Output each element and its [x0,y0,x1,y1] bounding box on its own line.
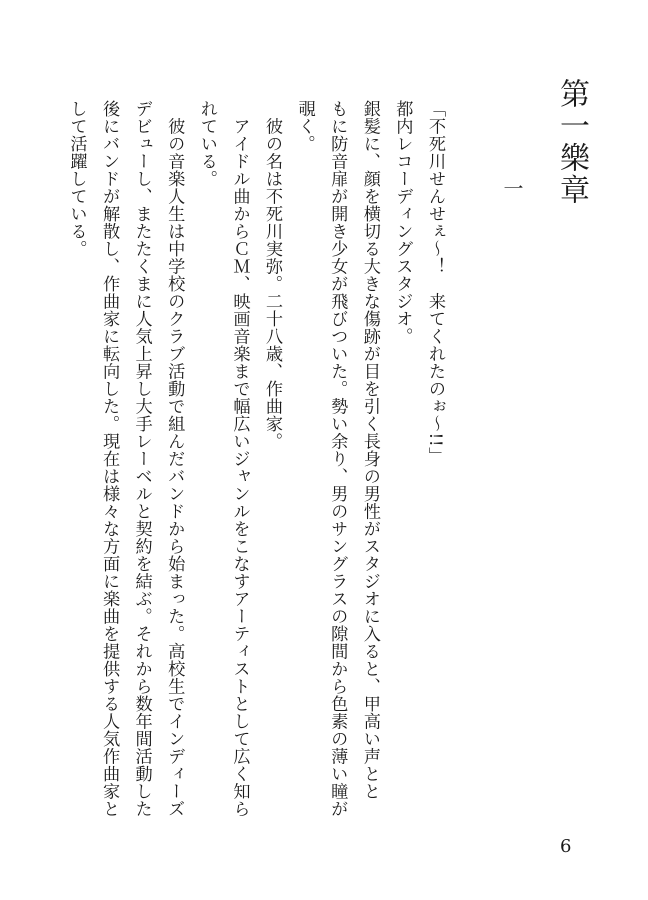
text-line: 都内レコーディングスタジオ。 [392,100,413,345]
chapter-title: 第一樂章 [554,78,589,206]
body-text [60,100,451,820]
text-line: 後にバンドが解散し、作曲家に転向した。現在は様々な方面に楽曲を提供する人気作曲家と [99,100,120,818]
text-line: 彼の名は不死川実弥。二十八歳、作曲家。 [262,100,283,450]
text-line: アイドル曲からＣＭ、映画音楽まで幅広いジャンルをこなすアーティストとして広く知ら [229,100,250,818]
text-line: もに防音扉が開き少女が飛びついた。勢い余り、男のサングラスの隙間から色素の薄い瞳が [327,100,348,818]
text-line: 銀髪に、顔を横切る大きな傷跡が目を引く長身の男性がスタジオに入ると、甲高い声とと [359,100,380,800]
text-line: デビューし、またたくまに人気上昇し大手レーベルと契約を結ぶ。それから数年間活動した [131,100,152,818]
text-line: 彼の音楽人生は中学校のクラブ活動で組んだバンドから始まった。高校生でインディーズ [164,100,185,818]
text-line: して活躍している。 [66,100,87,258]
section-number: 一 [500,178,524,198]
page-number: 6 [560,836,572,857]
text-line: れている。 [196,100,217,188]
text-line: 「不死川せんせぇ〜！ 来てくれたのぉ〜!!」 [425,100,445,465]
text-line: 覗く。 [294,100,315,153]
